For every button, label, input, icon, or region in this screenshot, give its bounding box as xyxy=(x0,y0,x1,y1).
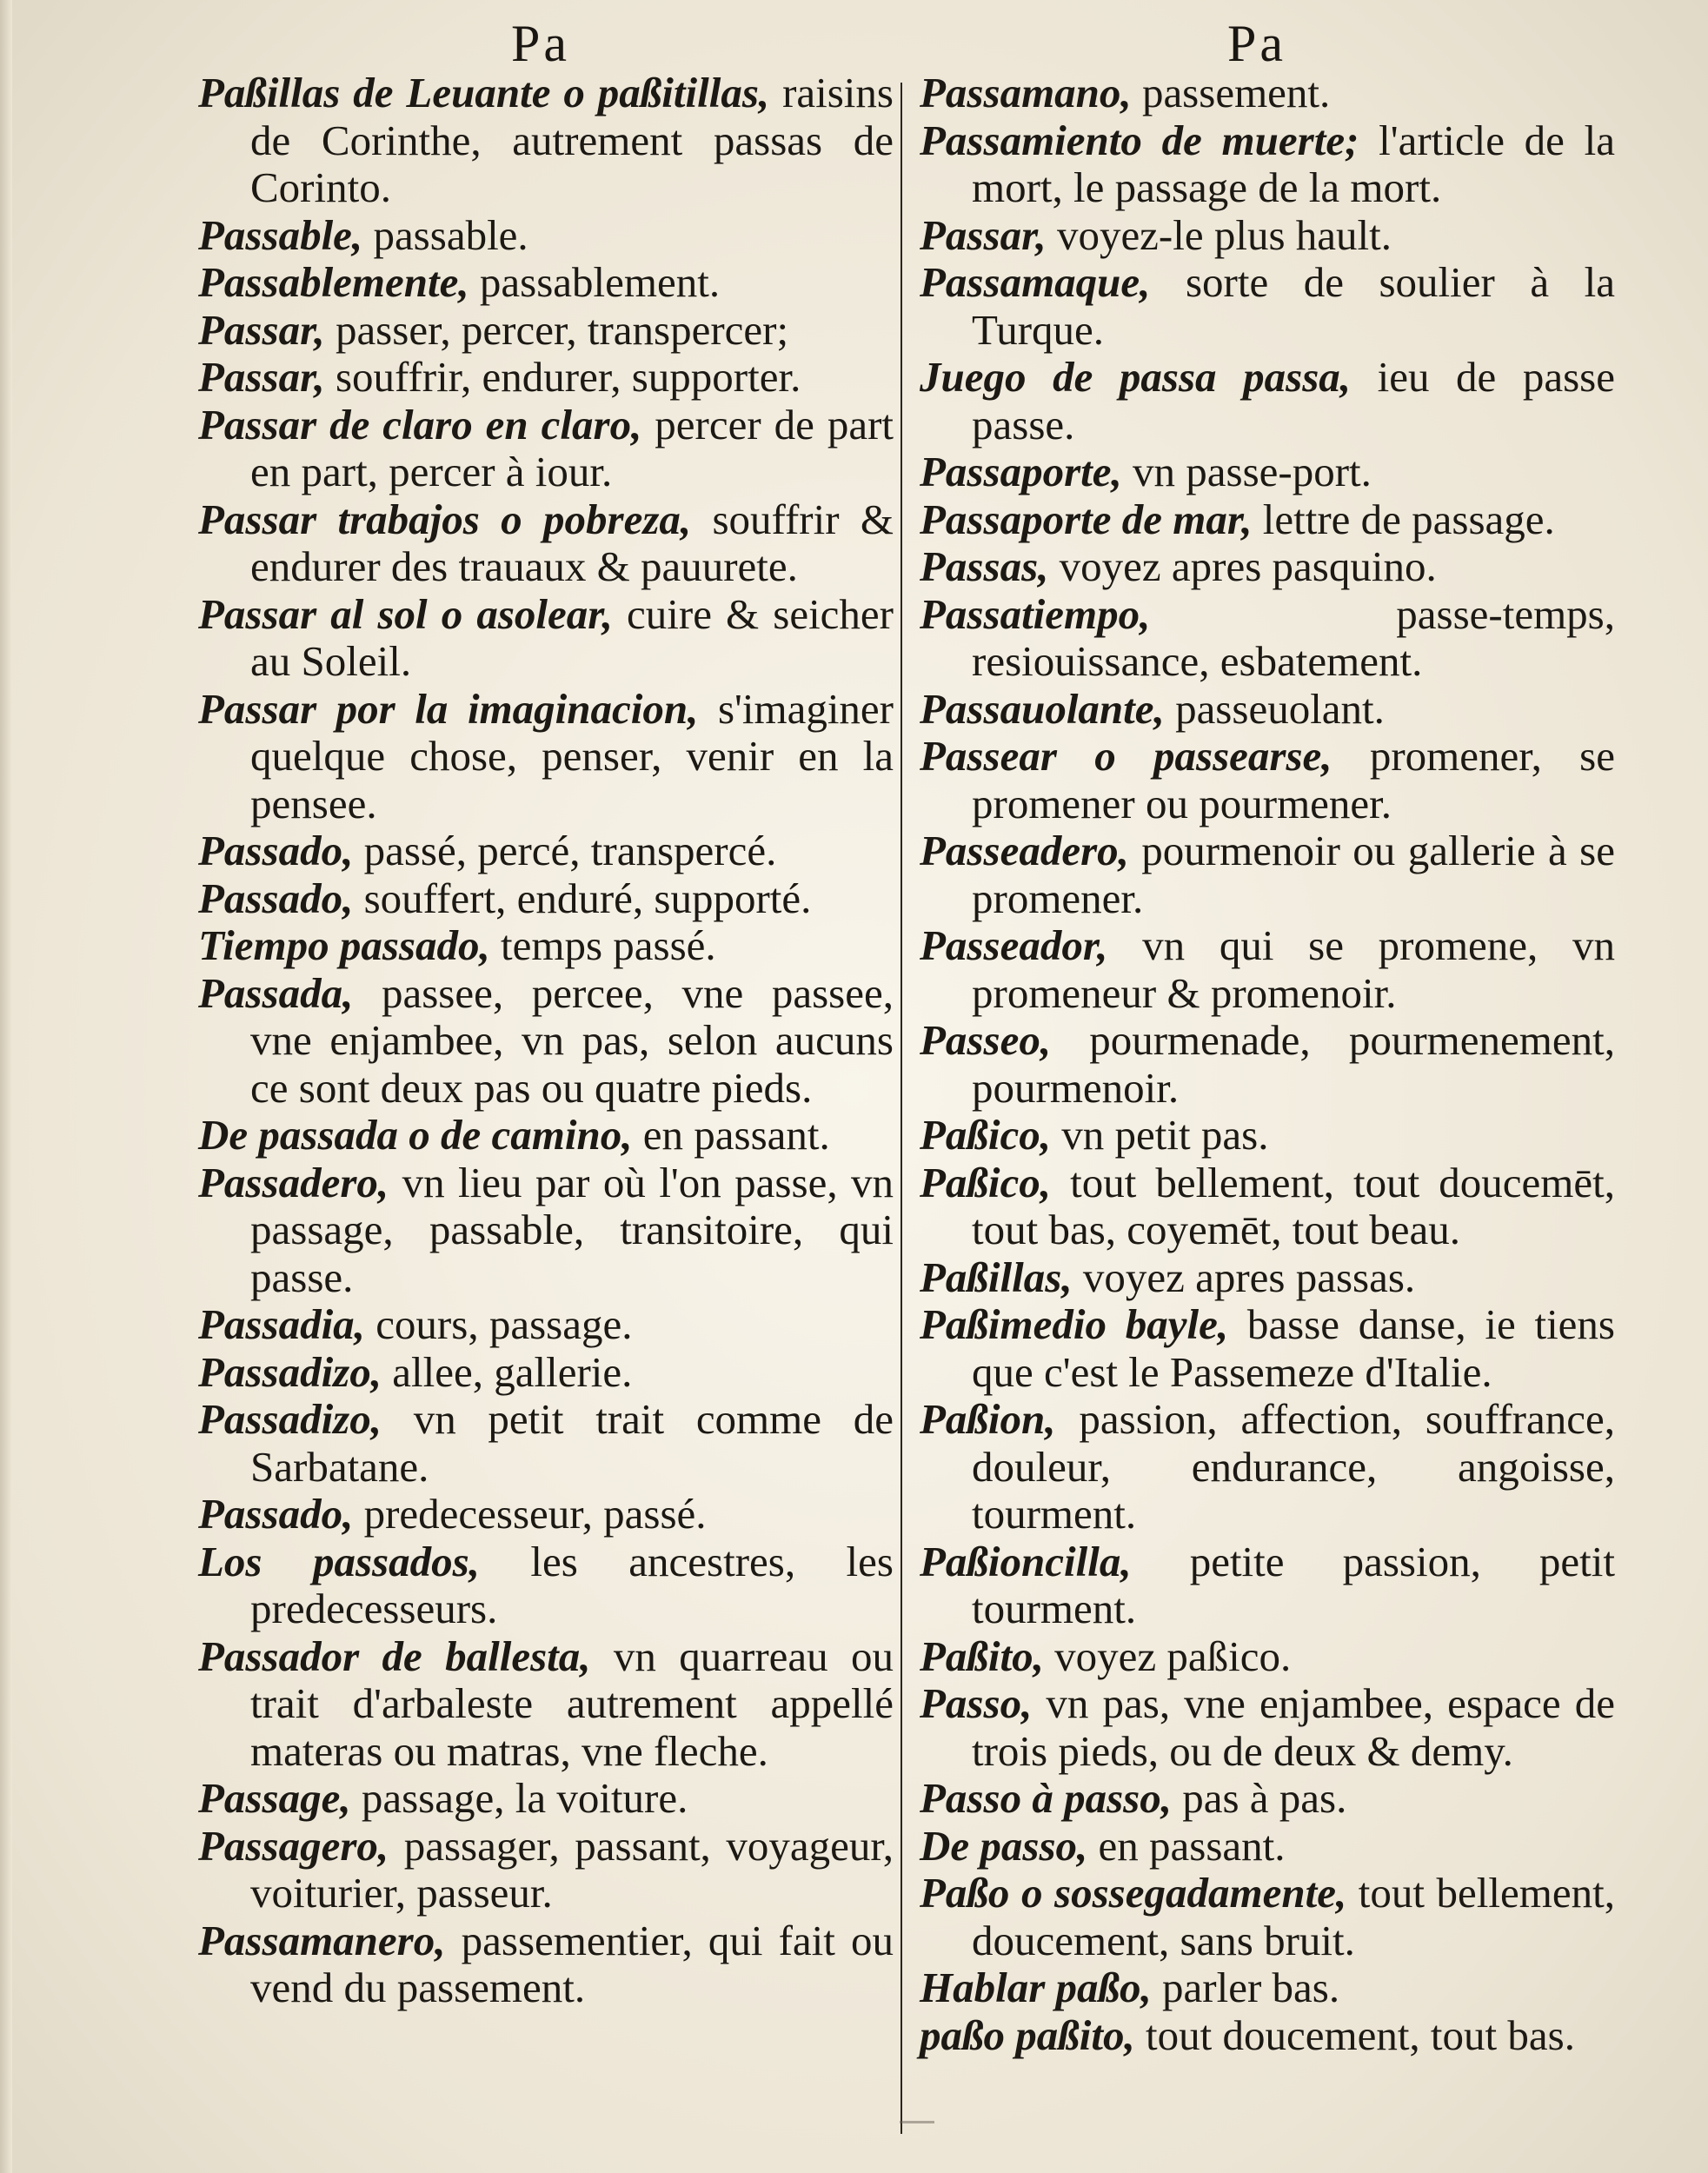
dictionary-entry: De passo, en passant. xyxy=(920,1821,1286,1870)
dictionary-entry: Passamanero, passementier, qui fait ou vend du passement. xyxy=(198,1916,894,2011)
dictionary-entry: Paßo o sossegadamente, tout bellement, doucement, sans bruit. xyxy=(920,1869,1615,1964)
dictionary-entry: Passeadero, pourmenoir ou gallerie à se promener. xyxy=(920,827,1615,922)
dictionary-entry: Paßimedio bayle, basse danse, ie tiens que c'est le Passemeze d'Italie. xyxy=(920,1300,1615,1396)
dictionary-entry: De passada o de camino, en passant. xyxy=(198,1111,830,1159)
dictionary-entry: Passas, voyez apres pasquino. xyxy=(920,542,1437,590)
dictionary-entry: Passage, passage, la voiture. xyxy=(198,1774,688,1822)
dictionary-entry: Passablemente, passablement. xyxy=(198,258,721,306)
dictionary-entry: Passado, passé, percé, transpercé. xyxy=(198,827,777,874)
dictionary-entry: Passaporte de mar, lettre de passage. xyxy=(920,495,1555,543)
left-column xyxy=(198,70,894,2012)
dictionary-entry: Passadizo, allee, gallerie. xyxy=(198,1347,633,1396)
dictionary-entry: Passauolante, passeuolant. xyxy=(920,684,1385,733)
dictionary-entry: Passeo, pourmenade, pourmenement, pourmenoir. xyxy=(920,1016,1615,1112)
running-head-right: Pa xyxy=(1227,15,1286,72)
running-head-left: Pa xyxy=(511,15,570,72)
dictionary-entry: Paßion, passion, affection, souffrance, douleur, endurance, angoisse, tourment. xyxy=(920,1395,1615,1538)
dictionary-entry: Passada, passee, percee, vne passee, vne enjambee, vn pas, selon aucuns ce sont deux pas ou quatre pieds. xyxy=(198,968,894,1112)
dictionary-entry: Passeador, vn qui se promene, vn promeneur & promenoir. xyxy=(920,921,1615,1017)
dictionary-entry: Passar, souffrir, endurer, supporter. xyxy=(198,353,801,401)
dictionary-entry: Passadia, cours, passage. xyxy=(198,1300,633,1348)
dictionary-entry: Passado, souffert, enduré, supporté. xyxy=(198,874,812,922)
dictionary-entry: Passado, predecesseur, passé. xyxy=(198,1490,707,1538)
dictionary-entry: Passadero, vn lieu par où l'on passe, vn passage, passable, transitoire, qui passe. xyxy=(198,1158,894,1301)
column-divider xyxy=(901,83,902,2134)
dictionary-entry: Paßillas de Leuante o paßitillas, raisins de Corinthe, autrement passas de Corinto. xyxy=(198,69,894,211)
footer-mark xyxy=(900,2121,934,2123)
dictionary-entry: Passar, passer, percer, transpercer; xyxy=(198,305,789,354)
dictionary-entry: Paßillas, voyez apres passas. xyxy=(920,1253,1416,1301)
dictionary-entry: Passadizo, vn petit trait comme de Sarbatane. xyxy=(198,1395,894,1491)
dictionary-entry: Passo à passo, pas à pas. xyxy=(920,1774,1347,1822)
dictionary-entry: Passatiempo, passe-temps, resiouissance, esbatement. xyxy=(920,589,1615,685)
dictionary-entry: Passar al sol o asolear, cuire & seicher au Soleil. xyxy=(198,589,894,685)
dictionary-entry: Passaporte, vn passe-port. xyxy=(920,448,1372,495)
dictionary-entry: Paßioncilla, petite passion, petit tourment. xyxy=(920,1537,1615,1632)
dictionary-entry: Passar por la imaginacion, s'imaginer quelque chose, penser, venir en la pensee. xyxy=(198,684,894,827)
dictionary-entry: Passar de claro en claro, percer de part en part, percer à iour. xyxy=(198,400,894,495)
dictionary-entry: paßo paßito, tout doucement, tout bas. xyxy=(920,2010,1575,2059)
dictionary-entry: Passador de ballesta, vn quarreau ou trait d'arbaleste autrement appellé materas ou matras, vne fleche. xyxy=(198,1631,894,1775)
dictionary-entry: Passear o passearse, promener, se promener ou pourmener. xyxy=(920,732,1615,827)
dictionary-entry: Passar, voyez-le plus hault. xyxy=(920,210,1392,259)
dictionary-entry: Passo, vn pas, vne enjambee, espace de trois pieds, ou de deux & demy. xyxy=(920,1679,1615,1775)
dictionary-entry: Paßico, vn petit pas. xyxy=(920,1111,1269,1159)
dictionary-entry: Paßito, voyez paßico. xyxy=(920,1631,1292,1680)
dictionary-entry: Passagero, passager, passant, voyageur, voiturier, passeur. xyxy=(198,1821,894,1917)
dictionary-entry: Tiempo passado, temps passé. xyxy=(198,921,716,969)
dictionary-entry: Passable, passable. xyxy=(198,210,528,259)
dictionary-entry: Passamano, passement. xyxy=(920,69,1331,116)
page-edge xyxy=(0,0,12,2173)
dictionary-entry: Paßico, tout bellement, tout doucemēt, tout bas, coyemēt, tout beau. xyxy=(920,1158,1615,1253)
right-column xyxy=(920,70,1615,2059)
dictionary-entry: Passamiento de muerte; l'article de la mort, le passage de la mort. xyxy=(920,116,1615,211)
dictionary-entry: Hablar paßo, parler bas. xyxy=(920,1964,1340,2011)
dictionary-entry: Juego de passa passa, ieu de passe passe. xyxy=(920,353,1615,449)
dictionary-entry: Passar trabajos o pobreza, souffrir & endurer des trauaux & pauurete. xyxy=(198,495,894,590)
dictionary-entry: Los passados, les ancestres, les predecesseurs. xyxy=(198,1537,894,1632)
dictionary-entry: Passamaque, sorte de soulier à la Turque. xyxy=(920,258,1615,354)
